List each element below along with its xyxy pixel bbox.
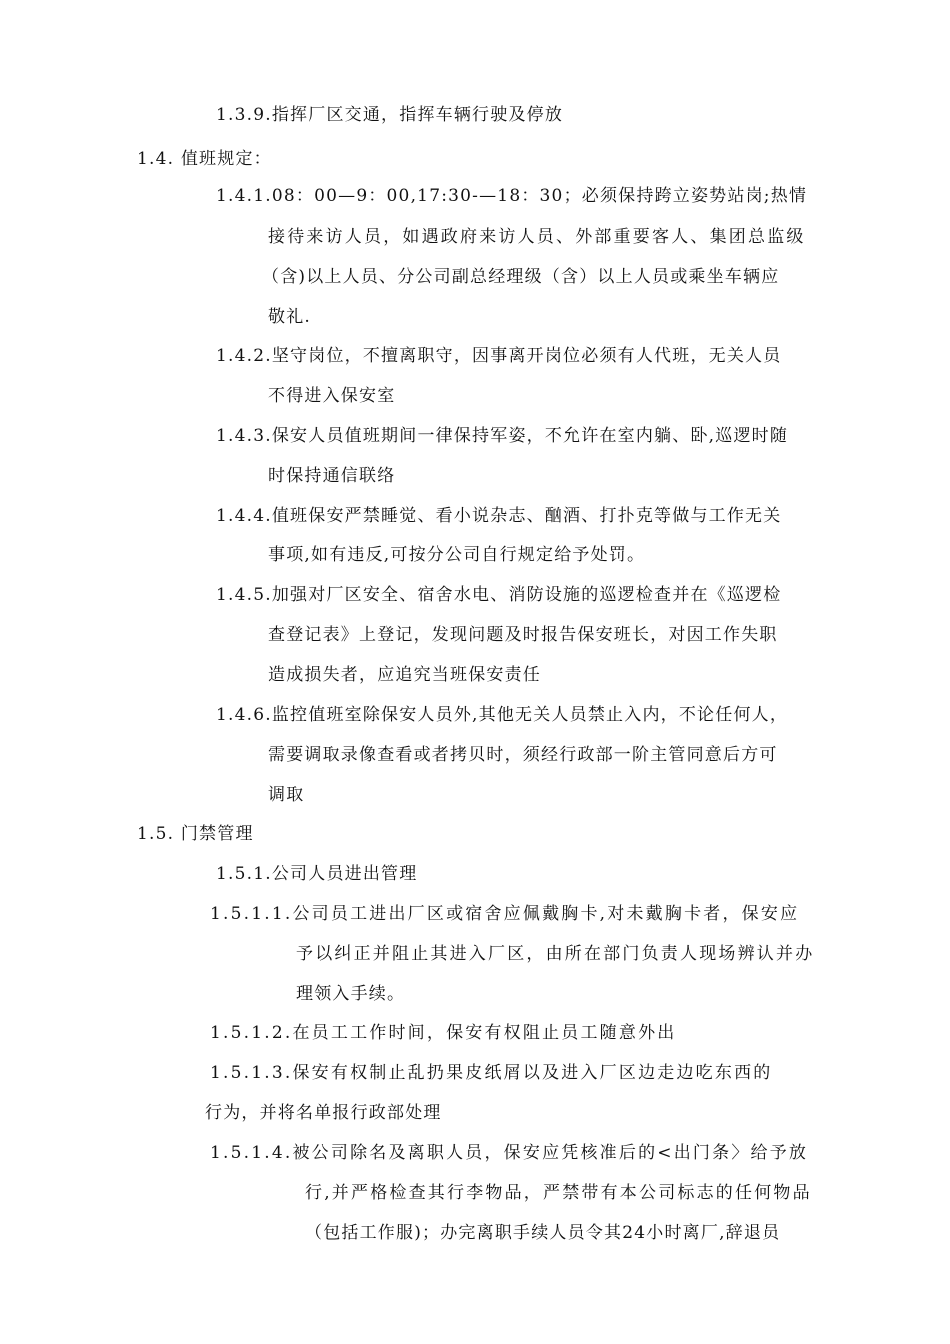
clause-1-5-1-heading: 1.5.1.公司人员进出管理 xyxy=(216,864,418,884)
clause-1-5-1-3-line-2: 行为，并将名单报行政部处理 xyxy=(205,1103,442,1123)
clause-1-4-3-line-1: 1.4.3.保安人员值班期间一律保持军姿，不允许在室内躺、卧,巡逻时随 xyxy=(216,426,789,446)
clause-1-4-2-line-2: 不得进入保安室 xyxy=(268,386,396,406)
clause-1-5-1-2: 1.5.1.2.在员工工作时间，保安有权阻止员工随意外出 xyxy=(210,1023,677,1043)
section-1-4-heading: 1.4. 值班规定： xyxy=(137,149,272,169)
clause-1-5-1-4-line-2: 行,并严格检查其行李物品，严禁带有本公司标志的任何物品 xyxy=(305,1183,812,1203)
clause-1-4-2-line-1: 1.4.2.坚守岗位，不擅离职守，因事离开岗位必须有人代班，无关人员 xyxy=(216,346,782,366)
clause-1-4-6-line-1: 1.4.6.监控值班室除保安人员外,其他无关人员禁止入内，不论任何人， xyxy=(216,705,789,725)
clause-1-4-4-line-1: 1.4.4.值班保安严禁睡觉、看小说杂志、酗酒、打扑克等做与工作无关 xyxy=(216,506,782,526)
clause-1-4-5-line-3: 造成损失者，应追究当班保安责任 xyxy=(268,665,541,685)
clause-1-4-1-line-2: 接待来访人员，如遇政府来访人员、外部重要客人、集团总监级 xyxy=(268,227,806,247)
clause-1-4-6-line-2: 需要调取录像查看或者拷贝时，须经行政部一阶主管同意后方可 xyxy=(268,745,778,765)
clause-1-5-1-1-line-2: 予以纠正并阻止其进入厂区，由所在部门负责人现场辨认并办 xyxy=(296,944,815,964)
clause-1-4-1-line-3: （含)以上人员、分公司副总经理级（含）以上人员或乘坐车辆应 xyxy=(262,267,780,287)
clause-1-4-3-line-2: 时保持通信联络 xyxy=(268,466,396,486)
clause-1-4-1-line-4: 敬礼. xyxy=(268,307,312,327)
clause-1-4-1-line-1: 1.4.1.08：00—9：00,17:30-—18：30；必须保持跨立姿势站岗;热情 xyxy=(216,186,808,206)
clause-1-4-5-line-1: 1.4.5.加强对厂区安全、宿舍水电、消防设施的巡逻检查并在《巡逻检 xyxy=(216,585,782,605)
clause-1-5-1-1-line-3: 理领入手续。 xyxy=(296,984,406,1004)
clause-1-5-1-3-line-1: 1.5.1.3.保安有权制止乱扔果皮纸屑以及进入厂区边走边吃东西的 xyxy=(210,1063,773,1083)
clause-1-3-9: 1.3.9.指挥厂区交通，指挥车辆行驶及停放 xyxy=(216,105,564,125)
clause-1-5-1-1-line-1: 1.5.1.1.公司员工进出厂区或宿舍应佩戴胸卡,对未戴胸卡者，保安应 xyxy=(210,904,800,924)
section-1-5-heading: 1.5. 门禁管理 xyxy=(137,824,254,844)
clause-1-5-1-4-line-1: 1.5.1.4.被公司除名及离职人员，保安应凭核准后的<出门条〉给予放 xyxy=(210,1143,809,1163)
clause-1-4-4-line-2: 事项,如有违反,可按分公司自行规定给予处罚。 xyxy=(268,545,646,565)
clause-1-5-1-4-line-3: （包括工作服)；办完离职手续人员令其24小时离厂,辞退员 xyxy=(305,1223,781,1243)
clause-1-4-6-line-3: 调取 xyxy=(268,785,305,805)
clause-1-4-5-line-2: 查登记表》上登记，发现问题及时报告保安班长，对因工作失职 xyxy=(268,625,778,645)
